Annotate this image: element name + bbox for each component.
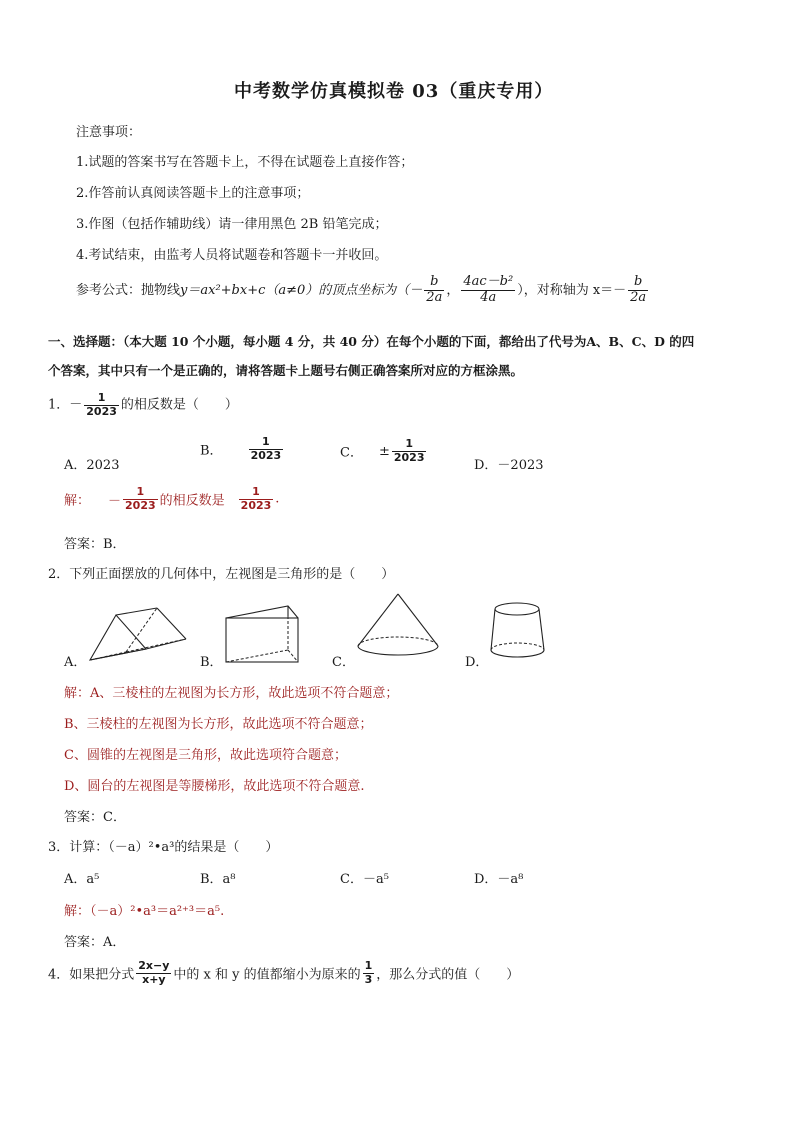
formula-mid: ），对称轴为 x＝－ (517, 282, 627, 298)
fraction: $\frac{1}{2023}$ (86, 391, 117, 418)
option-a: A．2023 (64, 458, 120, 473)
note-item: 3.作图（包括作辅助线）请一律用黑色 2B 铅笔完成； (76, 217, 388, 232)
option-b: B． $\frac{1}{2023}$ (200, 435, 282, 462)
solution-line: 解：A、三棱柱的左视图为长方形，故此选项不符合题意； (64, 686, 399, 701)
answer-2: 答案：C． (64, 810, 126, 825)
cone-figure-c (358, 594, 438, 655)
question-number: 1．－ (48, 397, 83, 413)
option-b: B．a⁸ (200, 872, 236, 887)
fraction: $\frac{\text{4ac－b²}}{4a}$ (463, 274, 514, 305)
section-line: 一、选择题：（本大题 10 个小题，每小题 4 分，共 40 分）在每个小题的下面，都给出了代号为A、B、C、D 的四 (48, 334, 695, 349)
solution-3: 解：（－a）²•a³＝a²⁺³＝a⁵. (64, 904, 225, 919)
question-4-stem (48, 960, 519, 986)
question-text: 中的 x 和 y 的值都缩小为原来的 (173, 967, 361, 983)
solution-1: 解： － $\frac{1}{2023}$ 的相反数是 $\frac{1}{2023}$ . (64, 485, 280, 512)
option-d: D． (465, 655, 489, 670)
formula-expr: y＝ax²+bx+c（a≠0）的顶点坐标为（－ (180, 282, 423, 298)
question-3-stem: 3．计算：（－a）²•a³的结果是（ ） (48, 840, 279, 855)
question-2-stem: 2．下列正面摆放的几何体中，左视图是三角形的是（ ） (48, 567, 395, 582)
fraction: $\frac{b}{2a}$ (426, 274, 443, 305)
section-line: 个答案，其中只有一个是正确的，请将答题卡上题号右侧正确答案所对应的方框涂黑。 (48, 363, 524, 378)
option-c: C． (332, 655, 355, 670)
page-title: 中考数学仿真模拟卷 03（重庆专用） (234, 81, 554, 102)
option-d: D．－a⁸ (474, 872, 524, 887)
reference-formula (76, 275, 650, 306)
note-item: 2.作答前认真阅读答题卡上的注意事项； (76, 186, 310, 201)
option-a: A．a⁵ (64, 872, 100, 887)
question-text: ，那么分式的值（ ） (376, 967, 520, 983)
notes-heading: 注意事项： (76, 125, 142, 140)
triangular-prism-figure-b (226, 606, 298, 662)
option-d: D．－2023 (474, 458, 544, 473)
answer-1: 答案：B． (64, 537, 126, 552)
formula-comma: ， (446, 282, 460, 298)
solution-line: D、圆台的左视图是等腰梯形，故此选项不符合题意. (64, 779, 365, 794)
option-c: C． ± $\frac{1}{2023}$ (340, 437, 425, 464)
fraction: $\frac{1}{2023}$ (250, 435, 282, 462)
question-1-stem (48, 392, 238, 418)
fraction: $\frac{1}{2023}$ (240, 485, 272, 512)
question-text: 4．如果把分式 (48, 967, 135, 983)
note-item: 4.考试结束，由监考人员将试题卷和答题卡一并收回。 (76, 248, 388, 263)
fraction: $\frac{1}{2023}$ (125, 485, 156, 512)
solution-line: B、三棱柱的左视图为长方形，故此选项不符合题意； (64, 717, 373, 732)
fraction: $\frac{2x-y}{x+y}$ (138, 959, 170, 986)
frustum-figure-d (491, 603, 544, 657)
answer-3: 答案：A． (64, 935, 126, 950)
triangular-prism-figure-a (90, 608, 186, 660)
question-text: 的相反数是（ ） (120, 397, 238, 413)
option-b: B． (200, 655, 223, 670)
option-a: A． (64, 655, 87, 670)
fraction: $\frac{b}{2a}$ (630, 274, 647, 305)
formula-prefix: 参考公式：抛物线 (76, 282, 181, 298)
option-c: C．－a⁵ (340, 872, 389, 887)
fraction: $\frac{1}{2023}$ (393, 437, 425, 464)
fraction: $\frac{1}{3}$ (364, 959, 373, 986)
note-item: 1.试题的答案书写在答题卡上，不得在试题卷上直接作答； (76, 155, 414, 170)
solution-line: C、圆锥的左视图是三角形，故此选项符合题意； (64, 748, 347, 763)
